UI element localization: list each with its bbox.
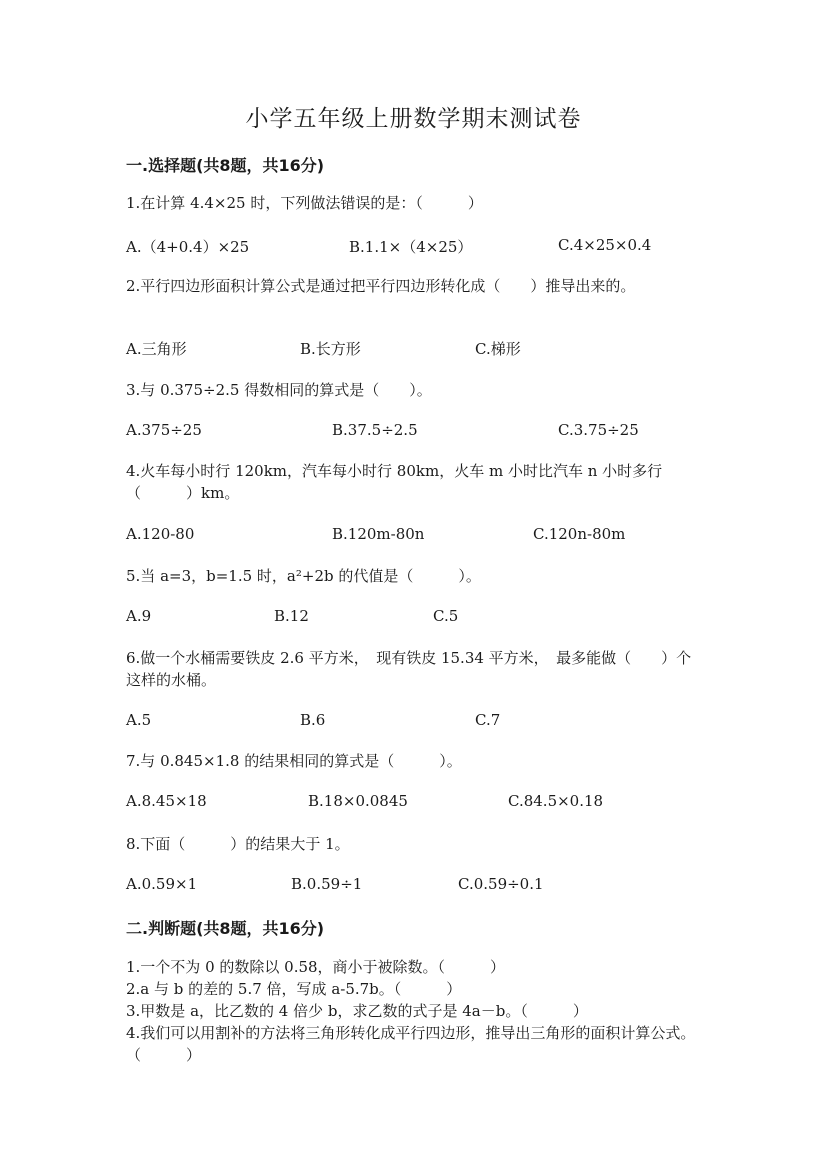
question-stem: 6.做一个水桶需要铁皮 2.6 平方米， 现有铁皮 15.34 平方米， 最多能做（ ）个这样的水桶。 (126, 649, 692, 689)
option-b: B.0.59÷1 (291, 875, 363, 893)
question-stem: 4.火车每小时行 120km，汽车每小时行 80km，火车 m 小时比汽车 n 小时多行（ ）km。 (126, 462, 663, 502)
question-stem: 8.下面（ ）的结果大于 1。 (126, 835, 350, 853)
question-stem: 2.平行四边形面积计算公式是通过把平行四边形转化成（ ）推导出来的。 (126, 277, 636, 295)
option-c: C.7 (475, 711, 501, 729)
option-c: C.0.59÷0.1 (458, 875, 544, 893)
option-a: A.三角形 (126, 340, 187, 358)
option-c: C.84.5×0.18 (508, 792, 604, 810)
option-a: A.375÷25 (126, 421, 202, 439)
question-stem: 5.当 a=3，b=1.5 时，a²+2b 的代值是（ ）。 (126, 567, 481, 585)
section-heading-choice: 一.选择题(共8题，共16分) (126, 156, 325, 175)
question-stem: 7.与 0.845×1.8 的结果相同的算式是（ ）。 (126, 752, 462, 770)
option-b: B.1.1×（4×25） (349, 238, 473, 256)
judgement-item: 3.甲数是 a，比乙数的 4 倍少 b，求乙数的式子是 4a－b。（ ） (126, 1002, 588, 1020)
option-b: B.12 (274, 607, 309, 625)
section-heading-true-false: 二.判断题(共8题，共16分) (126, 919, 325, 938)
option-b: B.长方形 (300, 340, 361, 358)
judgement-item: 2.a 与 b 的差的 5.7 倍，写成 a-5.7b。（ ） (126, 980, 462, 998)
option-b: B.120m-80n (332, 525, 425, 543)
page-title: 小学五年级上册数学期末测试卷 (245, 106, 582, 132)
option-b: B.18×0.0845 (308, 792, 408, 810)
option-a: A.8.45×18 (126, 792, 207, 810)
judgement-item: 1.一个不为 0 的数除以 0.58，商小于被除数。（ ） (126, 958, 506, 976)
option-b: B.6 (300, 711, 326, 729)
question-stem: 3.与 0.375÷2.5 得数相同的算式是（ ）。 (126, 381, 432, 399)
option-a: A.（4+0.4）×25 (126, 238, 250, 256)
option-c: C.3.75÷25 (558, 421, 639, 439)
option-c: C.梯形 (475, 340, 521, 358)
option-b: B.37.5÷2.5 (332, 421, 418, 439)
option-c: C.120n-80m (533, 525, 626, 543)
option-a: A.9 (126, 607, 152, 625)
option-a: A.120-80 (126, 525, 195, 543)
option-a: A.0.59×1 (126, 875, 198, 893)
judgement-item: 4.我们可以用割补的方法将三角形转化成平行四边形，推导出三角形的面积计算公式。（ ） (126, 1024, 696, 1064)
option-a: A.5 (126, 711, 152, 729)
option-c: C.4×25×0.4 (558, 236, 652, 254)
option-c: C.5 (433, 607, 459, 625)
question-stem: 1.在计算 4.4×25 时，下列做法错误的是：（ ） (126, 194, 483, 212)
